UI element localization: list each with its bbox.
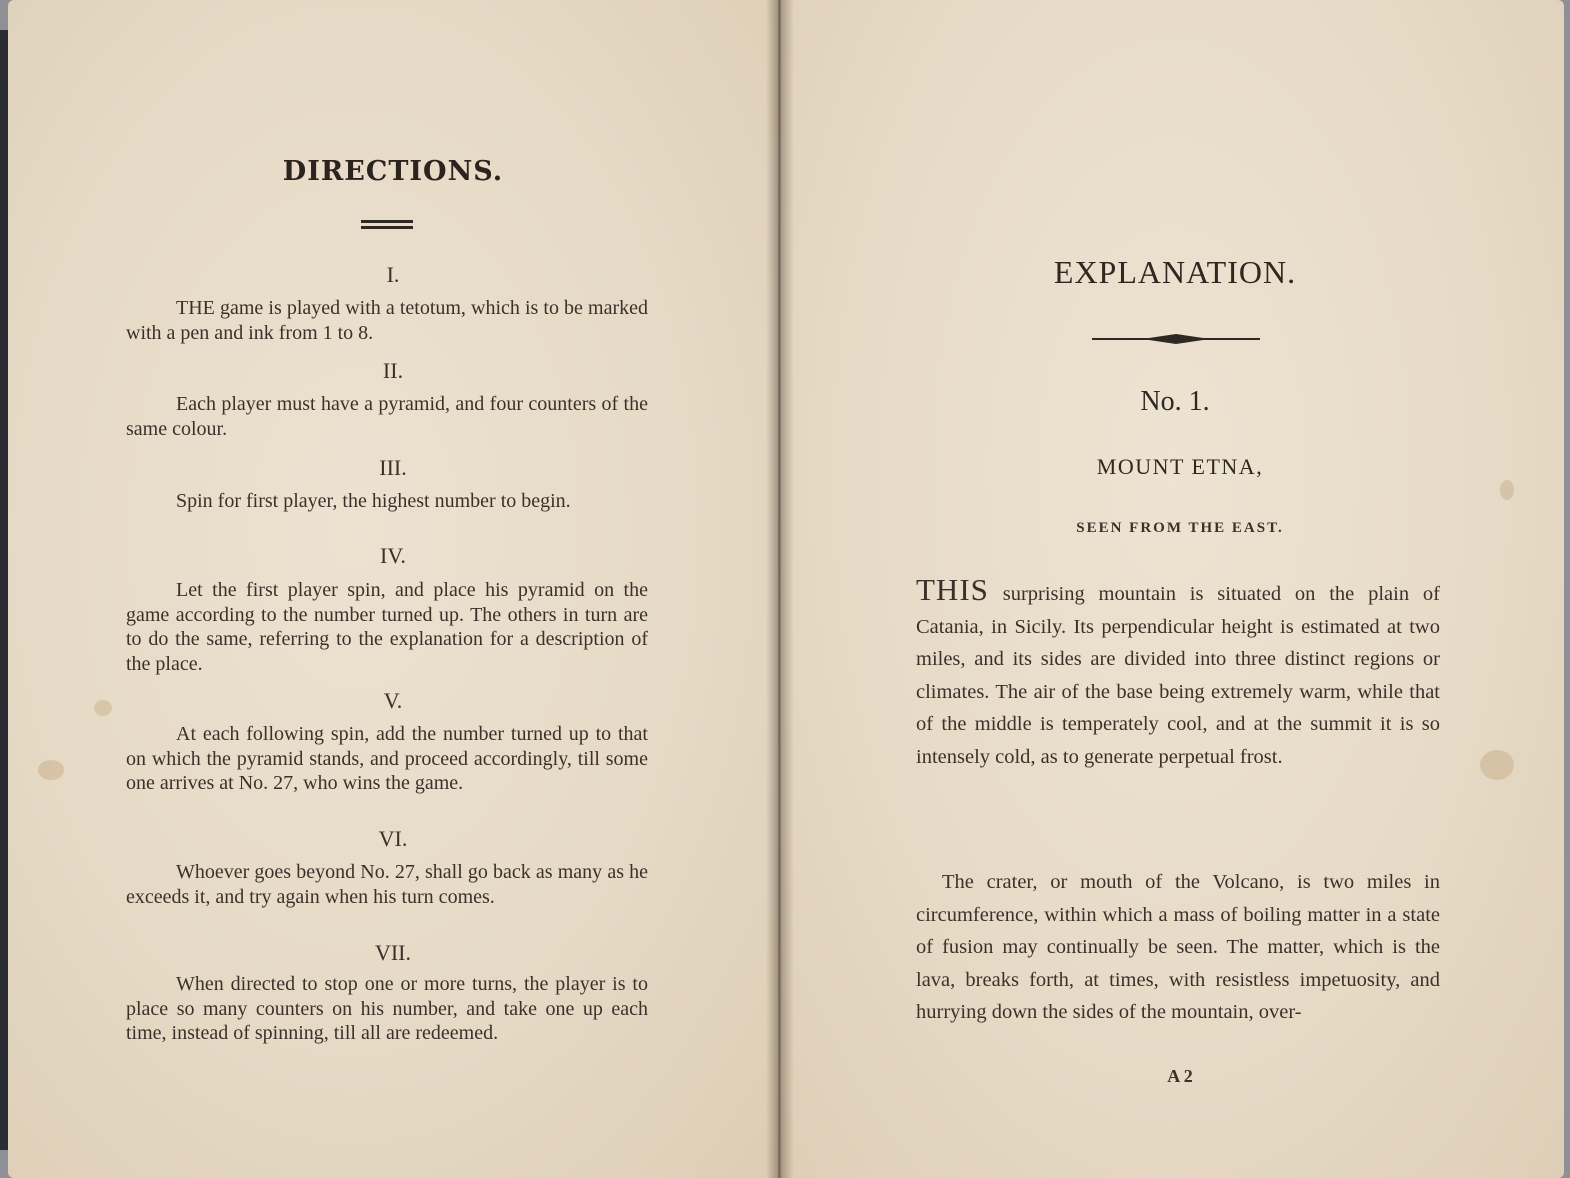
rule-text [126, 296, 648, 345]
drop-word: THIS [916, 572, 989, 607]
rule-numeral: I. [386, 262, 400, 287]
right-page [780, 0, 1564, 1178]
paper-stain [1500, 480, 1514, 500]
place-name: MOUNT ETNA, [1096, 454, 1264, 479]
entry-number: No. 1. [1140, 386, 1210, 417]
explanation-title: EXPLANATION. [1053, 254, 1297, 290]
left-page [8, 0, 778, 1178]
rule-numeral: II. [382, 358, 404, 383]
paper-stain [38, 760, 64, 780]
rule-text: When directed to stop one or more turns, the player is to place so many counters on his number, and take one up each time, instead of spinning, till all are redeemed. [126, 973, 648, 1044]
paper-stain [1480, 750, 1514, 780]
rule-text-body: game is played with a tetotum, which is to be marked with a pen and ink from 1 to 8. [126, 297, 648, 344]
rule-numeral: VII. [374, 940, 412, 965]
rule-numeral: III. [379, 455, 407, 480]
paragraph-body: surprising mountain is situated on the plain of Catania, in Sicily. Its perpendicular height is estimated at two miles, and its sides are divided into three distinct regions or climates. The air of the base being extremely warm, while that of the middle is temperately cool, and at the summit it is so intensely cold, as to generate perpetual frost. [916, 583, 1440, 768]
rule-numeral: V. [383, 688, 403, 713]
rule-numeral: IV. [380, 543, 406, 568]
rule-numeral: VI. [378, 826, 408, 851]
place-subtitle: SEEN FROM THE EAST. [1076, 520, 1284, 536]
description-paragraph: The crater, or mouth of the Volcano, is two miles in circumference, within which a mass of boiling matter in a state of fusion may continually be seen. The matter, which is the lava, breaks forth, at times, with resistless impetuosity, and hurrying down the sides of the mountain, over- [916, 871, 1440, 1023]
rule-text: Spin for first player, the highest number to begin. [176, 490, 571, 512]
rule-text: Each player must have a pyramid, and four counters of the same colour. [126, 393, 648, 440]
double-rule-divider [361, 220, 413, 230]
rule-text: Whoever goes beyond No. 27, shall go back as many as he exceeds it, and try again when his turn comes. [126, 861, 648, 908]
page-signature: A 2 [1167, 1066, 1193, 1086]
ornament-divider-icon [1092, 333, 1260, 345]
description-paragraph [916, 574, 1440, 773]
directions-title: DIRECTIONS. [282, 156, 504, 187]
rule-first-word: THE [176, 297, 215, 319]
rule-text: Let the first player spin, and place his pyramid on the game according to the number turned up. The others in turn are to do the same, referring to the explanation for a description of the place. [126, 579, 648, 675]
rule-text: At each following spin, add the number turned up to that on which the pyramid stands, and proceed accordingly, till some one arrives at No. 27, who wins the game. [126, 723, 648, 794]
page-gutter [766, 0, 794, 1178]
